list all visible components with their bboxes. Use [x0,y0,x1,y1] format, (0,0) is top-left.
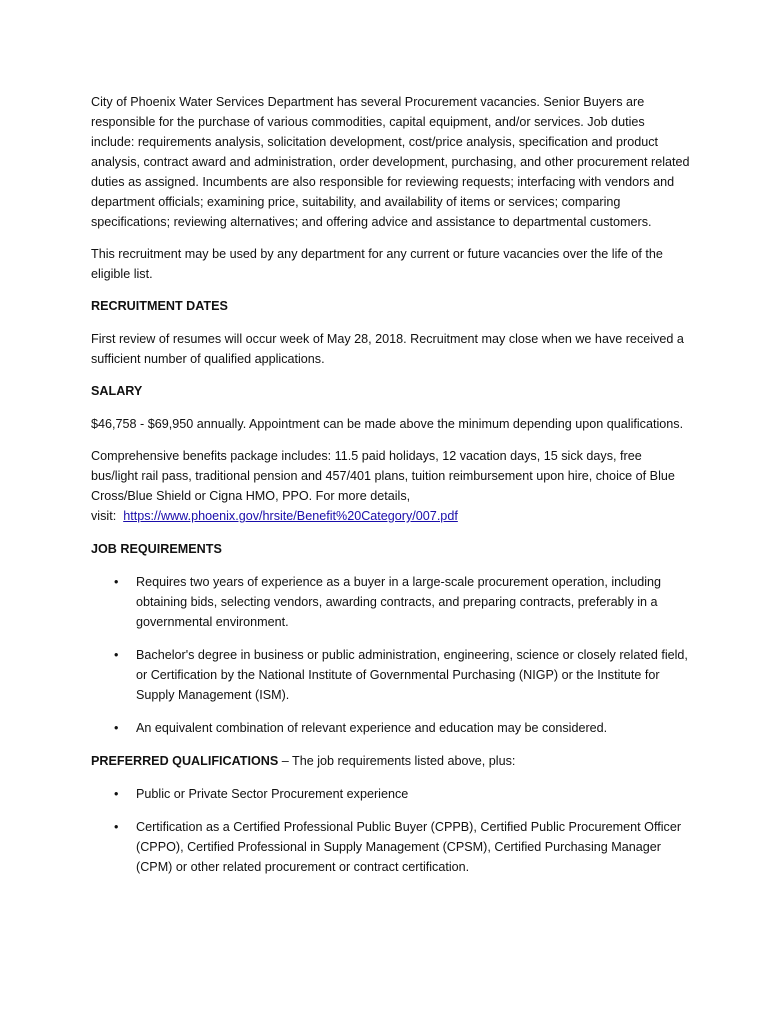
preferred-qualifications-heading: PREFERRED QUALIFICATIONS [91,754,279,768]
document-page [91,92,691,890]
benefits-paragraph [91,446,691,526]
bullet-icon: • [114,648,119,662]
list-item [91,572,691,632]
list-item-text: Public or Private Sector Procurement experience [136,787,409,801]
preferred-qualifications-suffix: – The job requirements listed above, plus: [278,754,516,768]
job-requirements-list [91,572,691,738]
bullet-icon: • [114,787,119,801]
list-item-text: Bachelor's degree in business or public administration, engineering, science or closely related field, or Certification by the National Institute of Governmental Purchasing (NIGP) or the Institute for Supply Management (ISM). [136,648,688,702]
benefits-link[interactable]: https://www.phoenix.gov/hrsite/Benefit%20Category/007.pdf [123,509,458,523]
list-item-text: Requires two years of experience as a buyer in a large-scale procurement operation, including obtaining bids, selecting vendors, awarding contracts, and preparing contracts, preferably in a governmental environment. [136,575,662,629]
recruitment-dates-text: First review of resumes will occur week of May 28, 2018. Recruitment may close when we have received a sufficient number of qualified applications. [91,332,684,366]
intro-paragraph: City of Phoenix Water Services Department has several Procurement vacancies. Senior Buyers are responsible for the purchase of various commodities, capital equipment, and/or services. Job duties include: requirements analysis, solicitation development, cost/price analysis, specification and product analysis, contract award and administration, order development, purchasing, and other procurement related duties as assigned. Incumbents are also responsible for reviewing requests; interfacing with vendors and department officials; examining price, suitability, and availability of items or services; comparing specifications; reviewing alternatives; and offering advice and assistance to departmental customers. [91,95,690,229]
salary-text: $46,758 - $69,950 annually. Appointment can be made above the minimum depending upon qualifications. [91,417,684,431]
bullet-icon: • [114,575,119,589]
list-item [91,718,691,738]
eligible-list-paragraph: This recruitment may be used by any department for any current or future vacancies over the life of the eligible list. [91,247,663,281]
bullet-icon: • [114,721,119,735]
preferred-qualifications-list [91,784,691,877]
list-item [91,645,691,705]
preferred-qualifications-line [91,751,691,771]
list-item [91,784,691,804]
job-requirements-heading: JOB REQUIREMENTS [91,542,222,556]
list-item-text: Certification as a Certified Professional Public Buyer (CPPB), Certified Public Procurement Officer (CPPO), Certified Professional in Supply Management (CPSM), Certified Purchasing Manager (CPM) or other related procurement or contract certification. [136,820,682,874]
benefits-text: Comprehensive benefits package includes: 11.5 paid holidays, 12 vacation days, 15 sick days, free bus/light rail pass, traditional pension and 457/401 plans, tuition reimbursement upon hire, choice of Blue Cross/Blue Shield or Cigna HMO, PPO. For more details, [91,449,675,503]
list-item [91,817,691,877]
list-item-text: An equivalent combination of relevant experience and education may be considered. [136,721,608,735]
recruitment-dates-heading: RECRUITMENT DATES [91,299,228,313]
visit-label: visit: [91,509,117,523]
bullet-icon: • [114,820,119,834]
salary-heading: SALARY [91,384,143,398]
